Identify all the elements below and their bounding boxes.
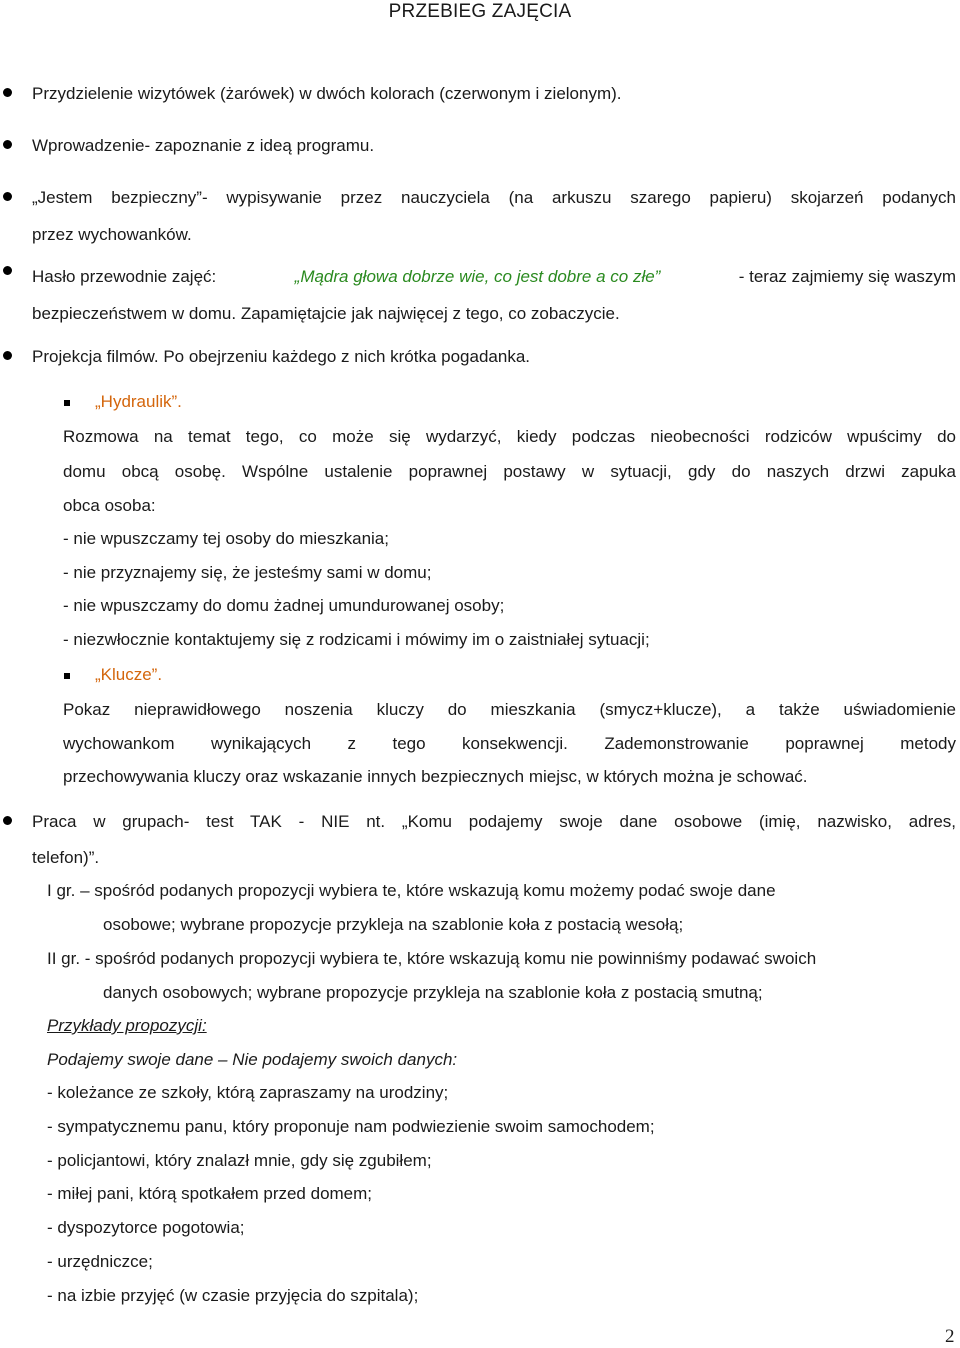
group-one-line: I gr. – spośród podanych propozycji wybiera te, które wskazują komu możemy podać swoje dane: [47, 881, 776, 900]
examples-heading: Przykłady propozycji:: [47, 1016, 207, 1035]
list-item: Przydzielenie wizytówek (żarówek) w dwóch kolorach (czerwonym i zielonym).: [32, 84, 622, 103]
list-item: „Jestem bezpieczny”- wypisywanie przez nauczyciela (na arkuszu szarego papieru) skojarzeń podanych: [32, 188, 956, 207]
example-item: - dyspozytorce pogotowia;: [47, 1218, 245, 1237]
bullet-icon: [3, 266, 12, 275]
paragraph-line: Pokaz nieprawidłowego noszenia kluczy do mieszkania (smycz+klucze), a także uświadomienie: [63, 700, 956, 719]
list-item: Projekcja filmów. Po obejrzeniu każdego z nich krótka pogadanka.: [32, 347, 531, 366]
paragraph-line: wychowankom wynikających z tego konsekwencji. Zademonstrowanie poprawnej metody: [63, 734, 956, 753]
example-item: - sympatycznemu panu, który proponuje nam podwiezienie swoim samochodem;: [47, 1117, 655, 1136]
bullet-icon: [3, 140, 12, 149]
motto-line: [32, 267, 956, 287]
square-bullet-icon: [64, 673, 70, 679]
film-title-klucze: „Klucze”.: [95, 665, 163, 684]
example-item: - policjantowi, który znalazł mnie, gdy się zgubiłem;: [47, 1151, 432, 1170]
group-two-line: danych osobowych; wybrane propozycje przykleja na szablonie koła z postacią smutną;: [103, 983, 763, 1002]
bullet-icon: [3, 351, 12, 360]
rule-item: - nie przyznajemy się, że jesteśmy sami w domu;: [63, 563, 432, 582]
square-bullet-icon: [64, 400, 70, 406]
bullet-icon: [3, 192, 12, 201]
paragraph-line: przechowywania kluczy oraz wskazanie innych bezpiecznych miejsc, w których można je schować.: [63, 767, 808, 786]
examples-subheading: Podajemy swoje dane – Nie podajemy swoich danych:: [47, 1050, 458, 1069]
list-item-continuation: bezpieczeństwem w domu. Zapamiętajcie jak najwięcej z tego, co zobaczycie.: [32, 304, 620, 323]
example-item: - urzędniczce;: [47, 1252, 153, 1271]
list-item: Praca w grupach- test TAK - NIE nt. „Komu podajemy swoje dane osobowe (imię, nazwisko, adres,: [32, 812, 956, 831]
motto-prefix: Hasło przewodnie zajęć:: [32, 267, 217, 286]
group-two-line: II gr. - spośród podanych propozycji wybiera te, które wskazują komu nie powinniśmy podawać swoich: [47, 949, 817, 968]
film-title-hydraulik: „Hydraulik”.: [95, 392, 182, 411]
paragraph-line: obca osoba:: [63, 496, 156, 515]
example-item: - miłej pani, którą spotkałem przed domem;: [47, 1184, 373, 1203]
motto-text: „Mądra głowa dobrze wie, co jest dobre a co złe”: [294, 267, 661, 286]
paragraph-line: domu obcą osobę. Wspólne ustalenie poprawnej postawy w sytuacji, gdy do naszych drzwi zapuka: [63, 462, 956, 481]
rule-item: - niezwłocznie kontaktujemy się z rodzicami i mówimy im o zaistniałej sytuacji;: [63, 630, 650, 649]
bullet-icon: [3, 88, 12, 97]
rule-item: - nie wpuszczamy do domu żadnej umundurowanej osoby;: [63, 596, 505, 615]
motto-suffix: - teraz zajmiemy się waszym: [738, 267, 956, 286]
page-number: 2: [945, 1326, 955, 1347]
bullet-icon: [3, 816, 12, 825]
page-title: PRZEBIEG ZAJĘCIA: [388, 1, 572, 22]
list-item-continuation: przez wychowanków.: [32, 225, 192, 244]
rule-item: - nie wpuszczamy tej osoby do mieszkania;: [63, 529, 389, 548]
paragraph-line: Rozmowa na temat tego, co może się wydarzyć, kiedy podczas nieobecności rodziców wpuścimy do: [63, 427, 956, 446]
example-item: - koleżance ze szkoły, którą zapraszamy na urodziny;: [47, 1083, 449, 1102]
list-item: Wprowadzenie- zapoznanie z ideą programu.: [32, 136, 375, 155]
list-item-continuation: telefon)”.: [32, 848, 100, 867]
example-item: - na izbie przyjęć (w czasie przyjęcia do szpitala);: [47, 1286, 419, 1305]
group-one-line: osobowe; wybrane propozycje przykleja na szablonie koła z postacią wesołą;: [103, 915, 684, 934]
